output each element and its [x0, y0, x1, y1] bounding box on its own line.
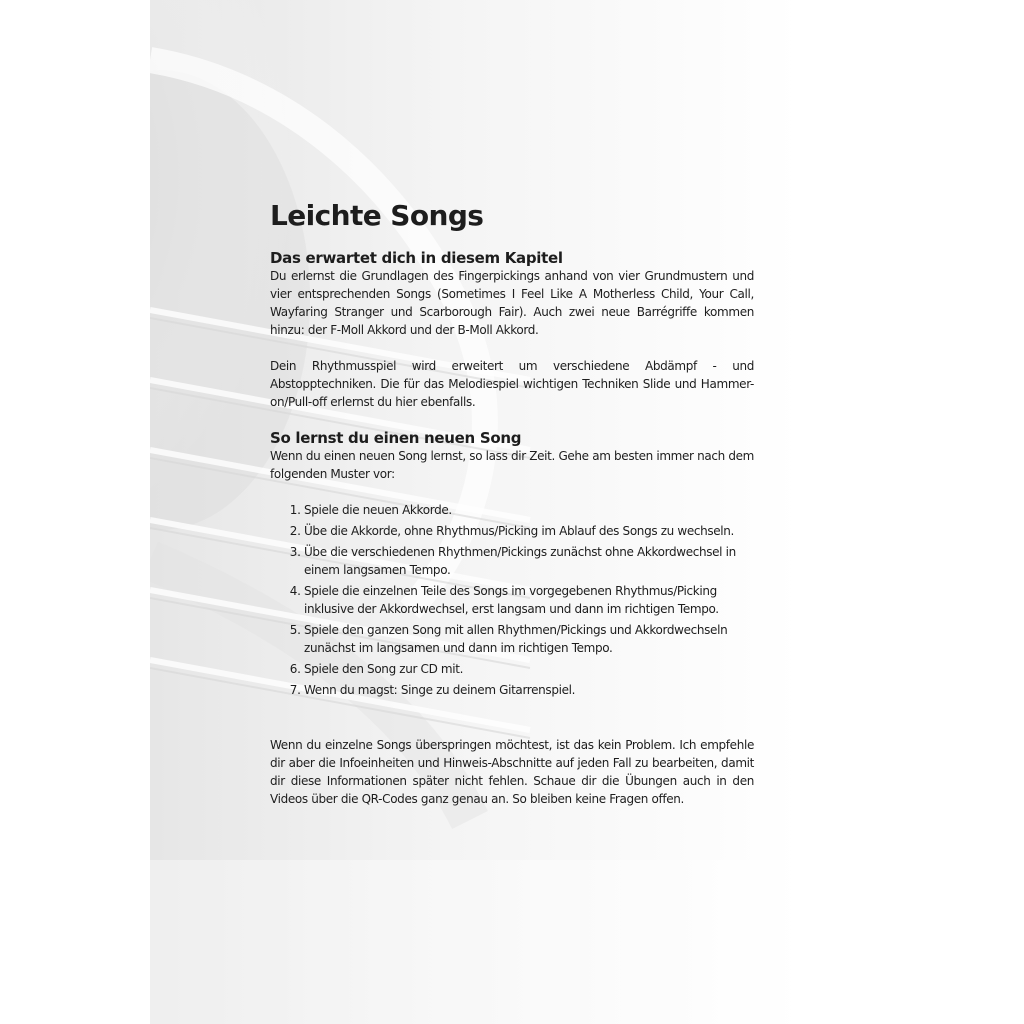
section-heading-overview: Das erwartet dich in diesem Kapitel	[270, 249, 563, 267]
page-content	[270, 196, 754, 808]
overview-paragraph-1: Du erlernst die Grundlagen des Fingerpickings anhand von vier Grundmustern und vier entsprechenden Songs (Sometimes I Feel Like A Motherless Child, Your Call, Wayfaring Stranger und Scarborough Fair). Auch zwei neue Barrégriffe kommen hinzu: der F-Moll Akkord und der B-Moll Akkord.	[270, 269, 754, 337]
list-item: 2. Übe die Akkorde, ohne Rhythmus/Picking im Ablauf des Songs zu wechseln.	[304, 522, 754, 540]
list-item: 7. Wenn du magst: Singe zu deinem Gitarrenspiel.	[304, 681, 754, 699]
list-item: 3. Übe die verschiedenen Rhythmen/Pickings zunächst ohne Akkordwechsel in einem langsamen Tempo.	[304, 543, 754, 579]
list-item: 6. Spiele den Song zur CD mit.	[304, 660, 754, 678]
list-item: 5. Spiele den ganzen Song mit allen Rhythmen/Pickings und Akkordwechseln zunächst im langsamen und dann im richtigen Tempo.	[304, 621, 754, 657]
book-page	[150, 0, 800, 1024]
list-item: 1. Spiele die neuen Akkorde.	[304, 501, 754, 519]
chapter-title: Leichte Songs	[270, 199, 484, 232]
section-heading-learning: So lernst du einen neuen Song	[270, 429, 522, 447]
steps-list	[270, 501, 754, 699]
closing-paragraph: Wenn du einzelne Songs überspringen möchtest, ist das kein Problem. Ich empfehle dir aber die Infoeinheiten und Hinweis-Abschnitte auf jeden Fall zu bearbeiten, damit dir diese Informationen später nicht fehlen. Schaue dir die Übungen auch in den Videos über die QR-Codes ganz genau an. So bleiben keine Fragen offen.	[270, 738, 754, 806]
learning-intro-paragraph: Wenn du einen neuen Song lernst, so lass dir Zeit. Gehe am besten immer nach dem folgenden Muster vor:	[270, 449, 754, 481]
overview-paragraph-2: Dein Rhythmusspiel wird erweitert um verschiedene Abdämpf - und Abstopptechniken. Die für das Melodiespiel wichtigen Techniken Slide und Hammer-on/Pull-off erlernst du hier ebenfalls.	[270, 359, 754, 409]
list-item: 4. Spiele die einzelnen Teile des Songs im vorgegebenen Rhythmus/Picking inklusive der Akkordwechsel, erst langsam und dann im richtigen Tempo.	[304, 582, 754, 618]
